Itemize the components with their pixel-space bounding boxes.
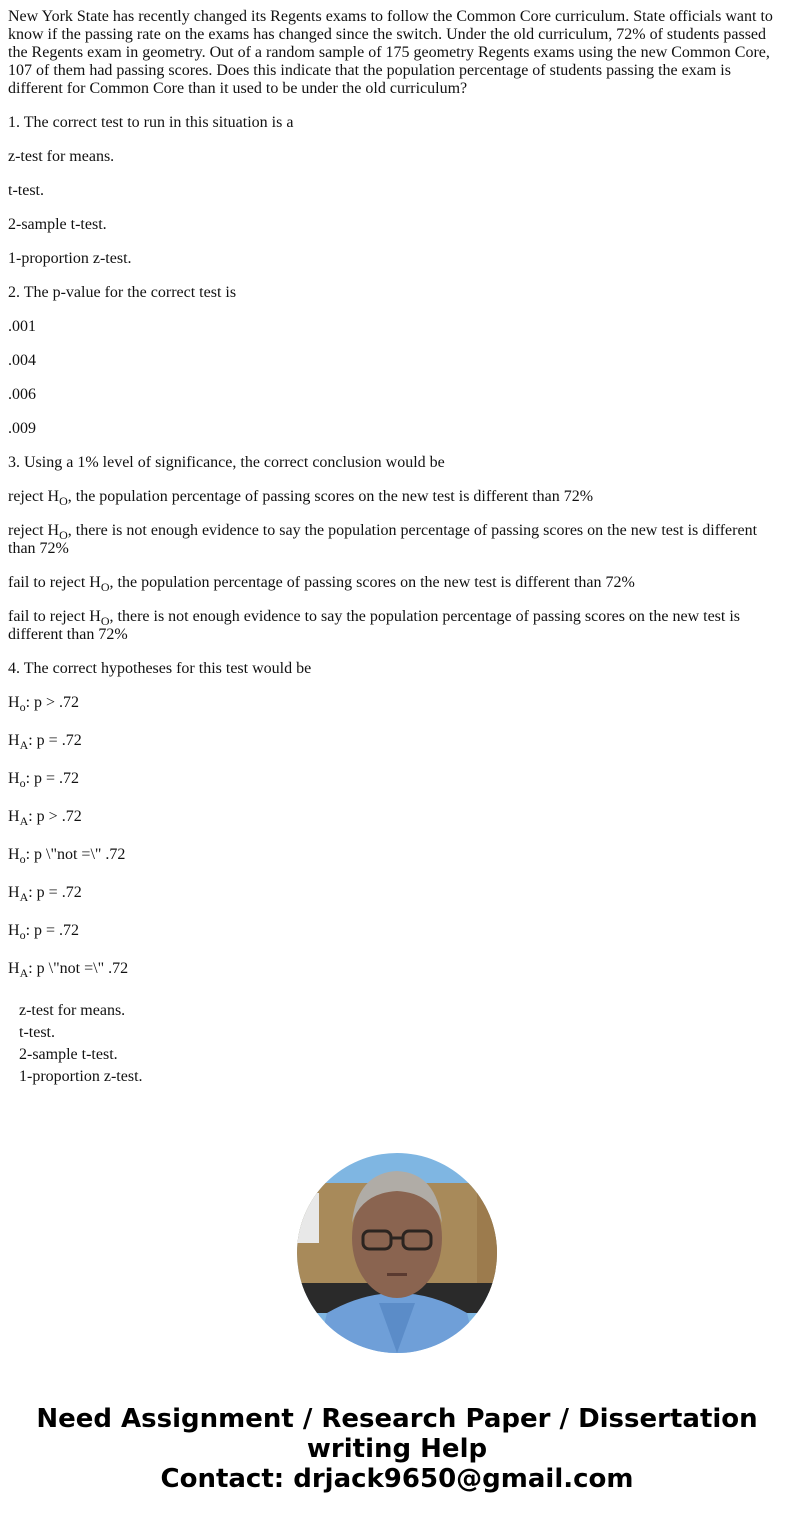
answer-list-item: 2-sample t-test. [19,1046,118,1063]
hypothesis-line: $H_o$: p \"not =\" .72 [8,846,126,866]
q1-prompt: 1. The correct test to run in this situation is a [8,114,294,131]
q2-option: .004 [8,352,36,369]
answer-list-item: z-test for means. [19,1002,126,1019]
answer-list-item: t-test. [19,1024,55,1041]
promo-banner [0,1404,794,1494]
q2-option: .009 [8,420,36,437]
hypothesis-line: $H_A$: p \"not =\" .72 [8,960,129,980]
hypothesis-line: $H_A$: p > .72 [8,808,82,828]
q1-option: 1-proportion z-test. [8,250,132,267]
avatar [297,1153,497,1353]
q1-option: z-test for means. [8,148,115,165]
hypothesis-line: $H_A$: p = .72 [8,732,82,752]
q1-option: t-test. [8,182,44,199]
q3-option: reject $H_O$, the population percentage of passing scores on the new test is different than 72% [8,488,594,508]
q2-prompt: 2. The p-value for the correct test is [8,284,237,301]
q4-prompt: 4. The correct hypotheses for this test would be [8,660,312,677]
hypothesis-line: $H_A$: p = .72 [8,884,82,904]
answer-list [19,1000,786,1088]
answer-list-item: 1-proportion z-test. [19,1068,143,1085]
hypothesis-line: $H_o$: p = .72 [8,922,80,942]
portrait-image [297,1153,497,1353]
promo-line: Need Assignment / Research Paper / Dissertation [36,1404,758,1434]
q2-option: .006 [8,386,36,403]
promo-contact: Contact: drjack9650@gmail.com [160,1464,634,1494]
question-intro: New York State has recently changed its Regents exams to follow the Common Core curriculum. State officials want to know if the passing rate on the exams has changed since the switch. Under the old curriculum, 72% of students passed the Regents exam in geometry. Out of a random sample of 175 geometry Regents exams using the new Common Core, 107 of them had passing scores. Does this indicate that the population percentage of students passing the exam is different for Common Core than it used to be under the old curriculum? [8,8,773,97]
q3-option: fail to reject $H_O$, the population percentage of passing scores on the new test is different than 72% [8,574,635,594]
q3-prompt: 3. Using a 1% level of significance, the correct conclusion would be [8,454,445,471]
q1-option: 2-sample t-test. [8,216,107,233]
q2-option: .001 [8,318,36,335]
hypothesis-line: $H_o$: p = .72 [8,770,80,790]
promo-line: writing Help [306,1434,488,1464]
hypothesis-line: $H_o$: p > .72 [8,694,80,714]
q3-option: reject $H_O$, there is not enough evidence to say the population percentage of passing scores on the new test is different than 72% [8,522,758,557]
q3-option: fail to reject $H_O$, there is not enough evidence to say the population percentage of passing scores on the new test is different than 72% [8,608,741,643]
